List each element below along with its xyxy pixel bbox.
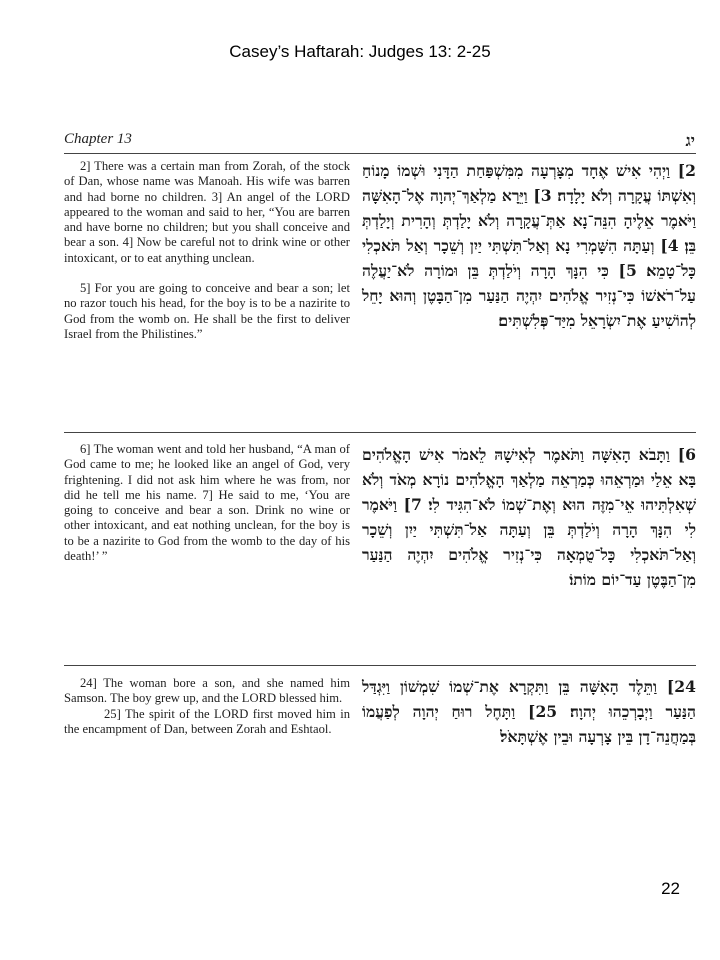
english-verses-6-7: 6] The woman went and told her husband, “A man of God came to me; he looked like an angel of God, very frightening. I did not ask him where he was from, nor did he tell me his name. 7] He said to me, ‘You are going to conceive and bear a son. Drink no wine or other intoxicant, and eat nothing unclean, for the boy is to be a nazirite to God from the womb to the day of his death!’ ” [64,442,350,564]
english-verses-2-4: 2] There was a certain man from Zorah, of the stock of Dan, whose name was Manoah. His wife was barren and had borne no children. 3] An angel of the LORD appeared to the woman and said to her, “You are barren and have borne no children; but you shall conceive and bear a son. 4] Now be careful not to drink wine or other intoxicant, or to eat anything unclean. [64,159,350,265]
header-rule [64,153,696,154]
page-number: 22 [661,879,680,898]
chapter-hebrew-heading: יג [685,131,695,150]
english-verse-24: 24] The woman bore a son, and she named him Samson. The boy grew up, and the LORD blessed him. [64,676,350,706]
hebrew-block-3: 24] וַתֵּלֶד הָאִשָּׁה בֵּן וַתִּקְרָא אֶת־שְׁמוֹ שִׁמְשׁוֹן וַיִּגְדַּל הַנַּעַר וַיְבָרְכֵהוּ יְהוָה׃ 25] וַתָּחֶל רוּחַ יְהוָה לְפַעֲמוֹ בְּמַחֲנֵה־דָן בֵּין צָרְעָה וּבֵין אֶשְׁתָּאֹל׃ [362,677,696,746]
english-block-1 [64,159,350,342]
english-block-3 [64,676,350,737]
divider-1 [64,432,696,433]
chapter-heading: Chapter 13 [64,131,132,147]
hebrew-block-2: 6] וַתָּבֹא הָאִשָּׁה וַתֹּאמֶר לְאִישָׁהּ לֵאמֹר אִישׁ הָאֱלֹהִים בָּא אֵלַי וּמַרְאֵהוּ כְּמַרְאֵה מַלְאַךְ הָאֱלֹהִים נוֹרָא מְאֹד וְלֹא שְׁאִלְתִּיהוּ אֵי־מִזֶּה הוּא וְאֶת־שְׁמוֹ לֹא־הִגִּיד לִי׃ 7] וַיֹּאמֶר לִי הִנָּךְ הָרָה וְיֹלַדְתְּ בֵּן וְעַתָּה אַל־תִּשְׁתִּי יַיִן וְשֵׁכָר וְאַל־תֹּאכְלִי כָּל־טֻמְאָה כִּי־נְזִיר אֱלֹהִים יִהְיֶה הַנַּעַר מִן־הַבֶּטֶן עַד־יוֹם מוֹתוֹ׃ [362,445,696,589]
english-block-2 [64,442,350,564]
english-verse-25: 25] The spirit of the LORD first moved him in the encampment of Dan, between Zorah and Eshtaol. [64,706,350,736]
hebrew-block-1: 2] וַיְהִי אִישׁ אֶחָד מִצָּרְעָה מִמִּשְׁפַּחַת הַדָּנִי וּשְׁמוֹ מָנוֹחַ וְאִשְׁתּוֹ עֲקָרָה וְלֹא יָלָדָה׃ 3] וַיֵּרָא מַלְאַךְ־יְהוָה אֶל־הָאִשָּׁה וַיֹּאמֶר אֵלֶיהָ הִנֵּה־נָא אַתְּ־עֲקָרָה וְלֹא יָלַדְתְּ וְהָרִית וְיָלַדְתְּ בֵּן׃ 4] וְעַתָּה הִשָּׁמְרִי נָא וְאַל־תִּשְׁתִּי יַיִן וְשֵׁכָר וְאַל תֹּאכְלִי כָּל־טָמֵא׃ 5] כִּי הִנָּךְ הָרָה וְיֹלַדְתְּ בֵּן וּמוֹרָה לֹא־יַעֲלֶה עַל־רֹאשׁוֹ כִּי־נְזִיר אֱלֹהִים יִהְיֶה הַנַּעַר מִן־הַבָּטֶן וְהוּא יָחֵל לְהוֹשִׁיעַ אֶת־יִשְׂרָאֵל מִיַּד־פְּלִשְׁתִּים׃ [362,161,696,330]
divider-2 [64,665,696,666]
page-title: Casey’s Haftarah: Judges 13: 2-25 [229,42,491,61]
english-verse-5: 5] For you are going to conceive and bear a son; let no razor touch his head, for the boy is to be a nazirite to God from the womb on. He shall be the first to deliver Israel from the Philistines.” [64,281,350,341]
